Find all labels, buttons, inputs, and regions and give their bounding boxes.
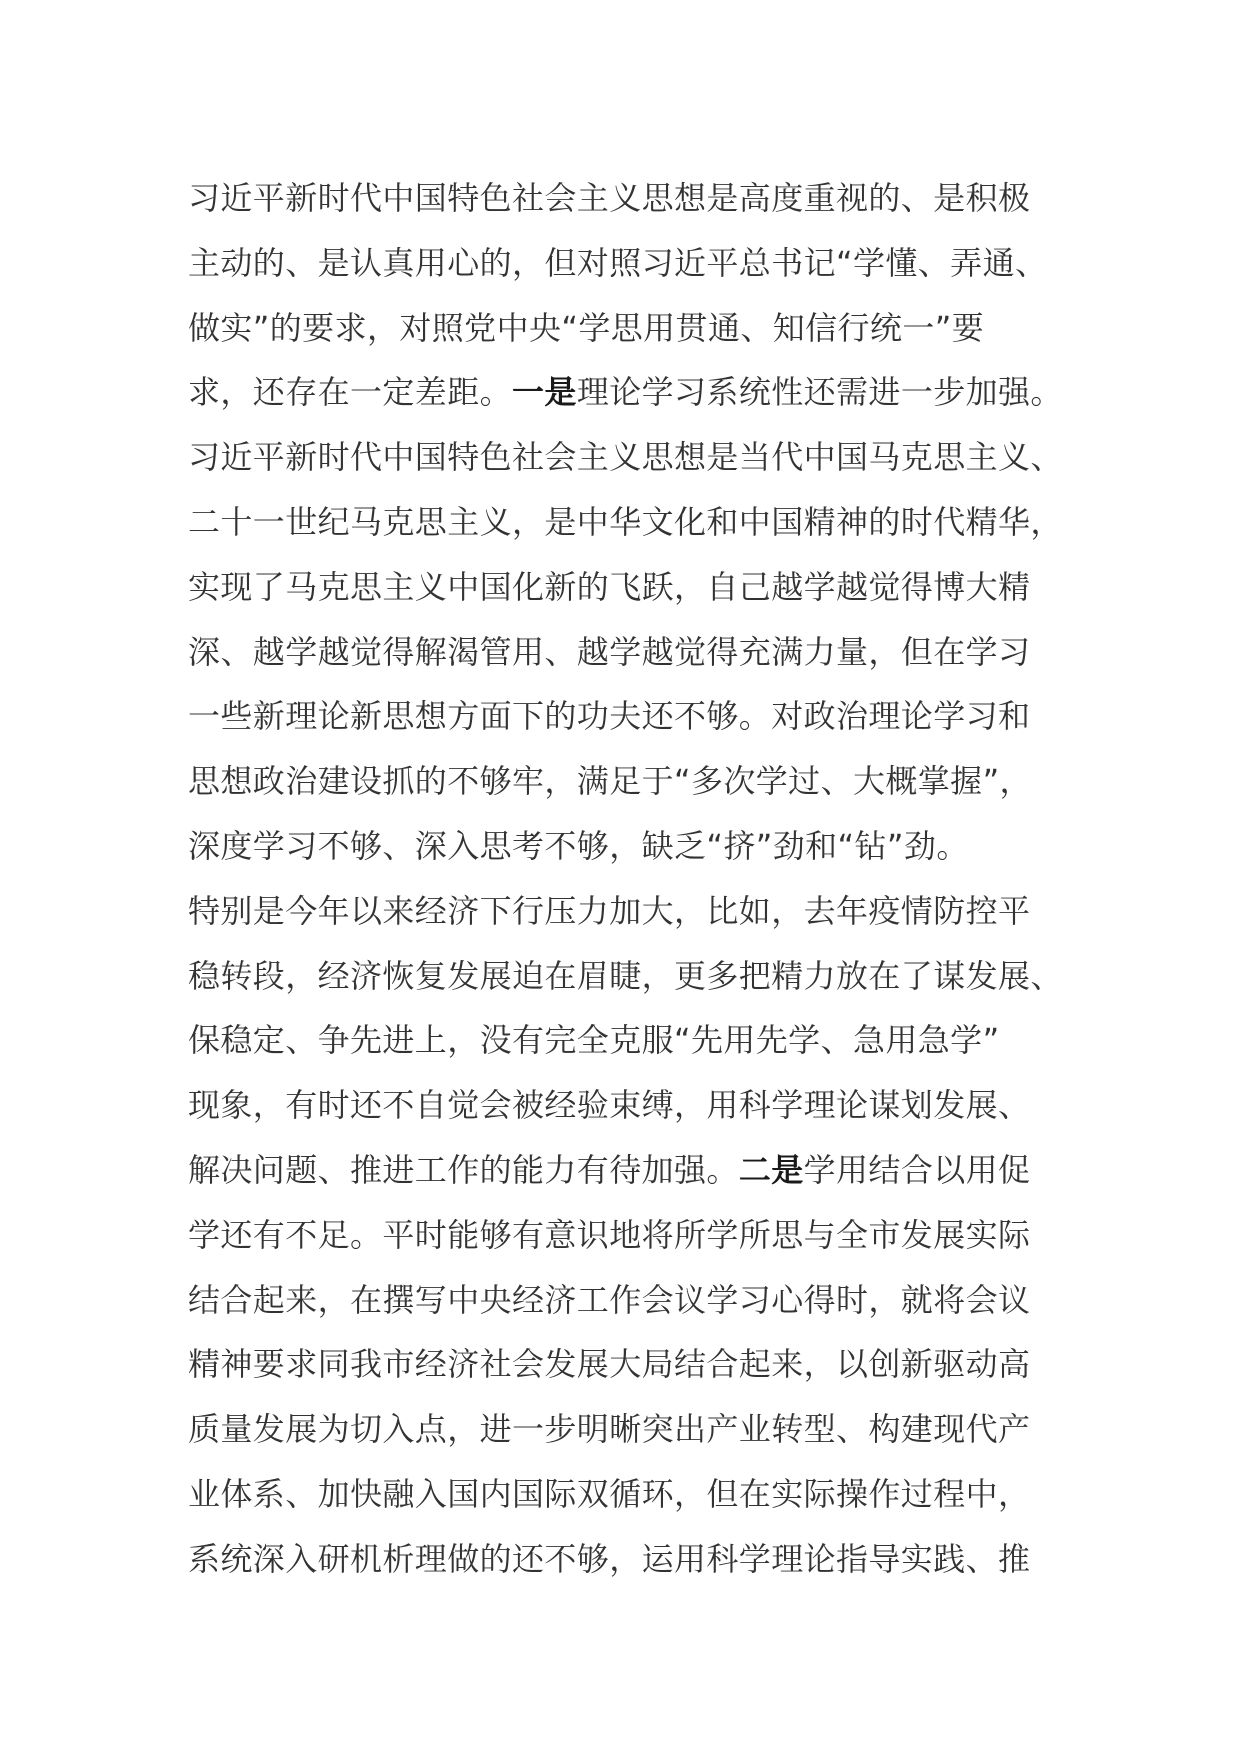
text-line: 结合起来，在撰写中央经济工作会议学习心得时，就将会议 <box>188 1280 1031 1319</box>
text-line <box>188 1138 1068 1203</box>
text-line: 一些新理论新思想方面下的功夫还不够。对政治理论学习和 <box>188 697 1031 736</box>
text-line: 系统深入研机析理做的还不够，运用科学理论指导实践、推 <box>188 1539 1031 1578</box>
text-line: 业体系、加快融入国内国际双循环，但在实际操作过程中， <box>188 1474 1031 1513</box>
text-line <box>188 360 1068 425</box>
text-line: 二十一世纪马克思主义，是中华文化和中国精神的时代精华， <box>188 502 1063 541</box>
text-line: 习近平新时代中国特色社会主义思想是高度重视的、是积极 <box>188 179 1031 217</box>
text-line: 特别是今年以来经济下行压力加大，比如，去年疫情防控平 <box>188 891 1031 930</box>
text-line: 实现了马克思主义中国化新的飞跃，自己越学越觉得博大精 <box>188 567 1031 606</box>
text-line: 精神要求同我市经济社会发展大局结合起来，以创新驱动高 <box>188 1345 1031 1384</box>
text-line: 做实”的要求，对照党中央“学思用贯通、知信行统一”要 <box>188 308 985 347</box>
text-segment: 解决问题、推进工作的能力有待加强。 <box>188 1150 739 1189</box>
bold-marker: 二是 <box>738 1150 804 1189</box>
document-body <box>188 166 1068 1592</box>
text-line: 稳转段，经济恢复发展迫在眉睫，更多把精力放在了谋发展、 <box>188 956 1063 995</box>
text-line: 主动的、是认真用心的，但对照习近平总书记“学懂、弄通、 <box>188 243 1048 282</box>
text-segment: 求，还存在一定差距。 <box>188 373 513 412</box>
text-line: 习近平新时代中国特色社会主义思想是当代中国马克思主义、 <box>188 438 1063 477</box>
text-line: 质量发展为切入点，进一步明晰突出产业转型、构建现代产 <box>188 1410 1031 1449</box>
bold-marker: 一是 <box>512 373 577 412</box>
text-line: 现象，有时还不自觉会被经验束缚，用科学理论谋划发展、 <box>188 1086 1031 1125</box>
text-line: 深、越学越觉得解渴管用、越学越觉得充满力量，但在学习 <box>188 632 1031 671</box>
text-segment: 理论学习系统性还需进一步加强。 <box>576 373 1063 412</box>
text-line: 思想政治建设抓的不够牢，满足于“多次学过、大概掌握”， <box>188 762 1032 801</box>
text-line: 保稳定、争先进上，没有完全克服“先用先学、急用急学” <box>188 1021 1000 1060</box>
text-segment: 学用结合以用促 <box>803 1150 1031 1189</box>
text-line: 学还有不足。平时能够有意识地将所学所思与全市发展实际 <box>188 1215 1031 1254</box>
text-line: 深度学习不够、深入思考不够，缺乏“挤”劲和“钻”劲。 <box>188 826 969 865</box>
